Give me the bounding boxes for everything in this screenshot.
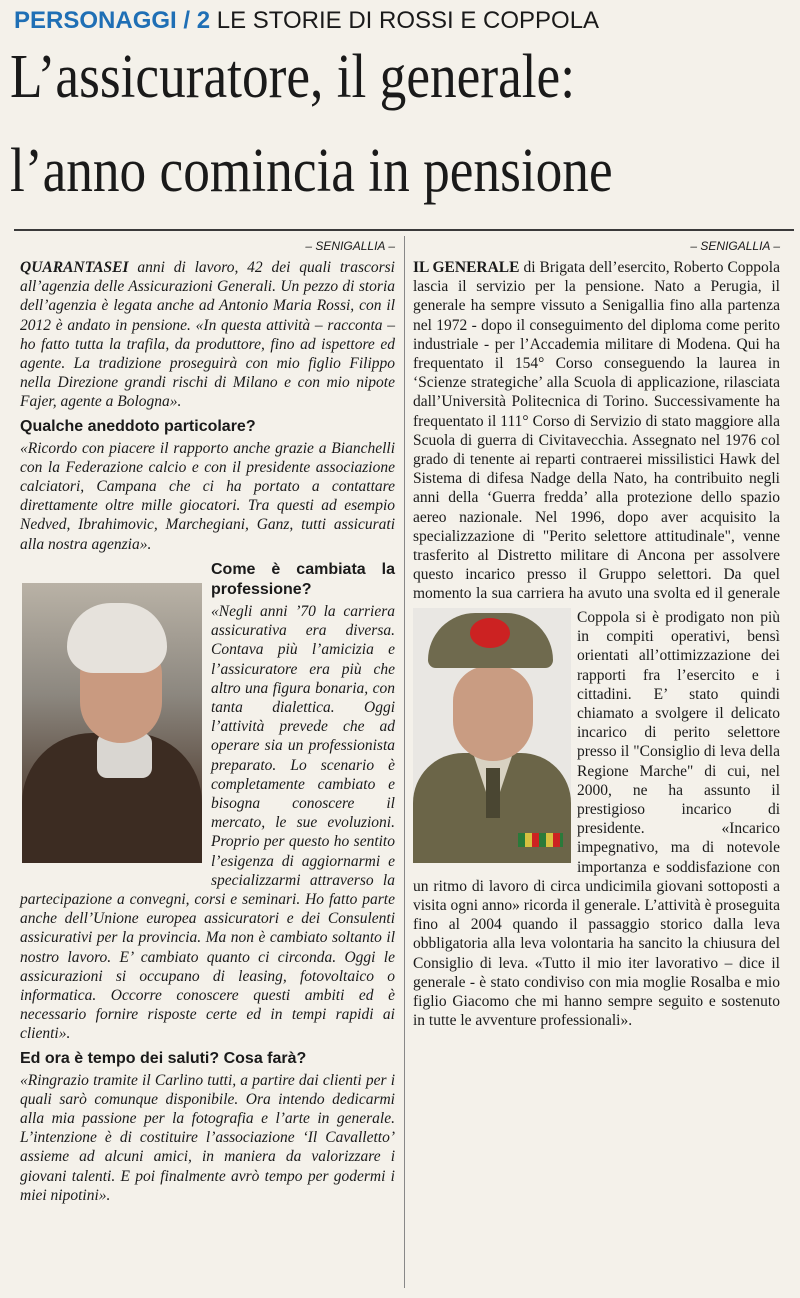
header-rule: [14, 229, 794, 231]
left-article-body: [20, 258, 395, 554]
left-lead-caps: QUARANTASEI: [20, 259, 129, 276]
kicker: [14, 6, 794, 36]
question-2: Come è cambiata la professione?: [211, 561, 395, 598]
left-article: [20, 238, 395, 554]
headline-line-2: l’anno comincia in pensione: [10, 137, 613, 205]
portrait-photo-rossi: [22, 583, 202, 863]
question-1: Qualche aneddoto particolare?: [20, 417, 256, 435]
column-divider: [404, 236, 405, 1288]
headline-line-1: L’assicuratore, il generale:: [10, 43, 576, 111]
left-dateline: – SENIGALLIA –: [305, 239, 395, 253]
left-lead-text: anni di lavoro, 42 dei quali trascorsi all’agenzia delle Assicurazioni Generali. Un pezzo di storia dell’agenzia è legata anche ad Antonio Maria Rossi, con il 2012 è andato in pensione. «In questa attività – racconta – ho fatto tutta la trafila, da produttore, fino ad ispettore ed agente. La tradizione proseguirà con mio figlio Filippo nella Direzione grandi rischi di Milano e con mio nipote Fajer, agente a Bologna».: [20, 259, 395, 411]
right-lead-caps: IL GENERALE: [413, 259, 520, 276]
answer-1: [20, 439, 395, 554]
right-lead-text: di Brigata dell’esercito, Roberto Coppola lascia il servizio per la pensione. Nato a Perugia, il generale ha sempre vissuto a Senigallia fino alla partenza nel 1972 - dopo il conseguimento del diploma come perito industriale - per l’Accademia militare di Modena. Qui ha frequentato il 154° Corso conseguendo la laurea in ‘Scienze strategiche’ alla Scuola di applicazione, rilasciata dall’Università Politecnica di Torino. Successivamente ha frequentato il 111° Corso di Servizio di stato maggiore alla Scuola di guerra di Civitavecchia. Assegnato nel 1976 col grado di tenente ai reparti contraerei missilistici Hawk del Sistema di difesa Nadge della Nato, ha contribuito negli anni della ‘Guerra fredda’ alla protezione dello spazio aereo nazionale. Nel 1996, dopo aver acquisito la specializzazione di "Perito selettore attitudinale", venne trasferito al Distretto militare di Ancona per assolvere questo incarico presso il Gruppo selettori. Da quel momento la sua carriera ha avuto una svolta ed il generale Coppola si è prodigato non più in compiti operativi, bensì orientati all’ottimizzazione dei rapporti fra l’esercito e i cittadini. E’ stato quindi chiamato a svolgere il delicato incarico di perito selettore presso il "Consiglio di leva della Regione Marche" di cui, nel 2000, ne ha assunto il prestigioso incarico di presidente. «Incarico impegnativo, ma di notevole importanza e soddisfazione con un ritmo di lavoro di circa undicimila giovani sottoposti a visita ogni anno» ricorda il generale. L’attività è proseguita fino al 2004 quando il passaggio storico dalla leva obbligatoria alla leva volontaria ha sancito la chiusura del Consiglio di leva. «Tutto il mio iter lavorativo – dice il generale - è stato condiviso con mia moglie Rosalba e mio figlio Giacomo che mi hanno sempre seguito e sostenuto in tutte le avventure professionali».: [413, 259, 780, 1030]
question-3: Ed ora è tempo dei saluti? Cosa farà?: [20, 1049, 307, 1067]
left-lead-paragraph: [20, 258, 395, 412]
right-dateline: – SENIGALLIA –: [690, 239, 780, 253]
answer-3: «Ringrazio tramite il Carlino tutti, a partire dai clienti per i quali sarò comunque disponibile. Ora intendo dedicarmi alla mia passione per la fotografia e l’arte in generale. L’intenzione è di costituire l’associazione ‘Il Cavalletto’ assieme ad alcuni amici, in maniera da valorizzare i giovani talenti. E poi finalmente avrò tempo per godermi i miei nipotini».: [20, 1071, 395, 1204]
section-label: PERSONAGGI / 2: [14, 7, 211, 34]
portrait-photo-coppola: [413, 608, 571, 863]
answer-1-text: «Ricordo con piacere il rapporto anche grazie a Bianchelli con la Federazione calcio e con il presidente associazione calciatori, Campana che ci ha portato a contattare direttamente oltre mille giocatori. Tra questi ad esempio Nedved, Ibrahimovic, Marchegiani, Ganz, tutti assicurati alla nostra agenzia».: [20, 439, 395, 553]
kicker-subtitle: LE STORIE DI ROSSI E COPPOLA: [216, 7, 600, 34]
answer-2: «Negli anni ’70 la carriera assicurativa era diversa. Contava più l’amicizia e l’assicuratore era più che altro una figura bonaria, con tanta dialettica. Oggi l’attività prevede che ad operare sia un professionista preparato. Lo scenario è completamente cambiato e bisogna conoscere il mercato, le sue evoluzioni. Proprio per questo ho sentito l’esigenza di aggiornarmi e specializzarmi attraverso la partecipazione a convegni, corsi e seminari. Ho fatto parte anche dell’Unione europea assicuratori e dei Consulenti assicurativi per la provincia. Ma non è cambiato soltanto il nostro lavoro. E’ cambiato quanto ci circonda. Oggi le assicurazioni si occupano di leasing, fotovoltaico o informatica. Occorre conoscere questi ambiti ed è necessario fornire risposte certe ed in tempi rapidi ai clienti».: [20, 603, 395, 1043]
